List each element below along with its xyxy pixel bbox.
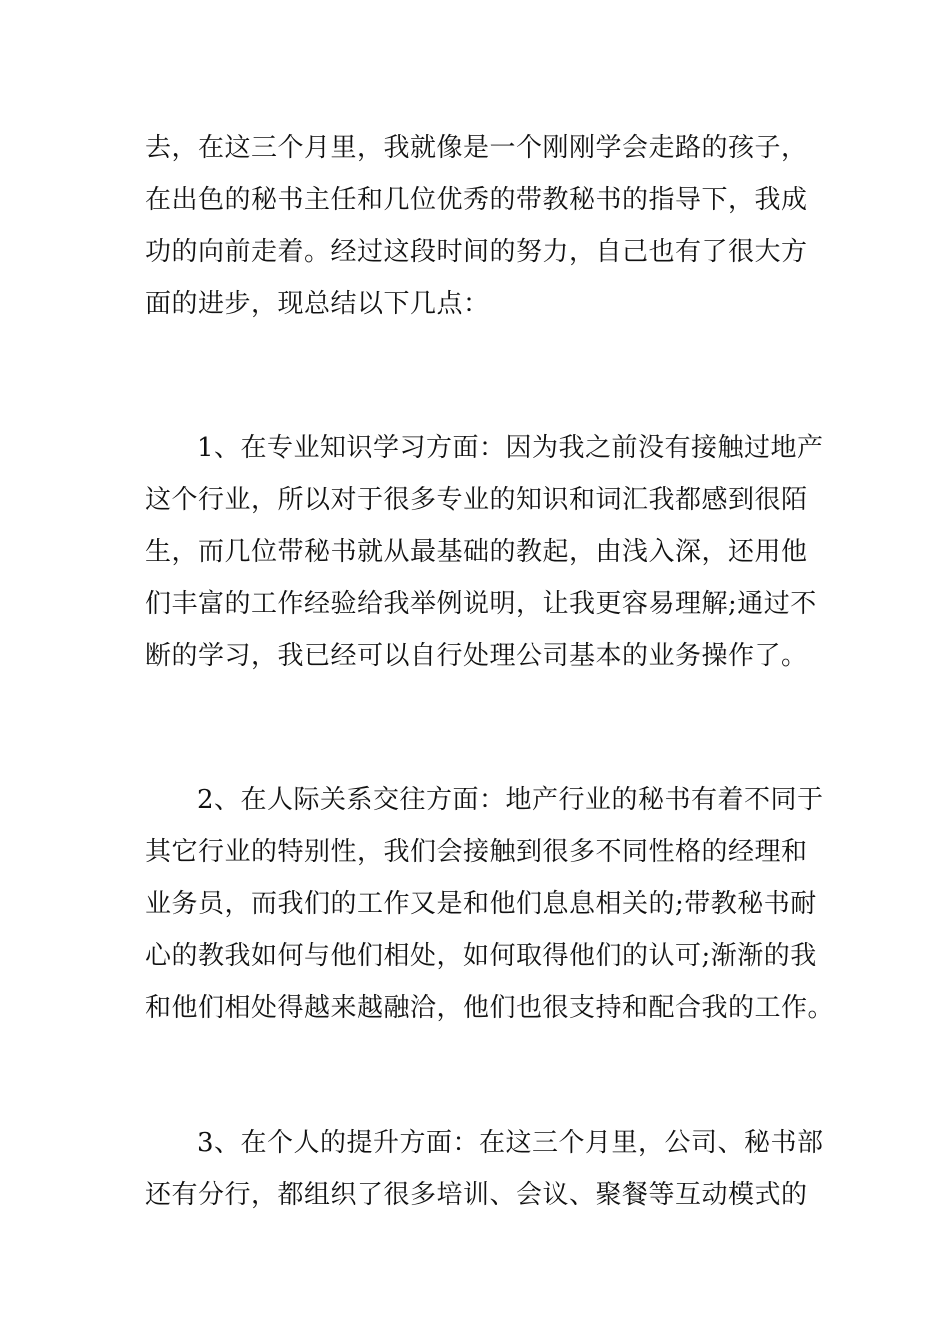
- paragraph-point-1: [145, 422, 824, 682]
- text-line: 和他们相处得越来越融洽，他们也很支持和配合我的工作。: [145, 993, 835, 1023]
- text-line: 业务员，而我们的工作又是和他们息息相关的;带教秘书耐: [145, 889, 817, 919]
- text-line: 其它行业的特别性，我们会接触到很多不同性格的经理和: [145, 837, 808, 867]
- text-line: 生，而几位带秘书就从最基础的教起，由浅入深，还用他: [145, 537, 808, 567]
- text-line: 去，在这三个月里，我就像是一个刚刚学会走路的孩子，: [145, 133, 808, 163]
- text-line: 断的学习，我已经可以自行处理公司基本的业务操作了。: [145, 641, 808, 671]
- text-line: 2、在人际关系交往方面：地产行业的秘书有着不同于: [197, 785, 824, 815]
- text-line: 3、在个人的提升方面：在这三个月里，公司、秘书部: [197, 1128, 824, 1158]
- paragraph-point-2: [145, 774, 835, 1034]
- text-line: 这个行业，所以对于很多专业的知识和词汇我都感到很陌: [145, 485, 808, 515]
- paragraph-intro: [145, 122, 810, 330]
- paragraph-point-3: [145, 1117, 824, 1221]
- text-line: 心的教我如何与他们相处，如何取得他们的认可;渐渐的我: [145, 941, 817, 971]
- text-line: 1、在专业知识学习方面：因为我之前没有接触过地产: [197, 433, 824, 463]
- text-line: 在出色的秘书主任和几位优秀的带教秘书的指导下，我成: [145, 185, 808, 215]
- text-line: 面的进步，现总结以下几点：: [145, 289, 490, 319]
- text-line: 还有分行，都组织了很多培训、会议、聚餐等互动模式的: [145, 1180, 808, 1210]
- text-line: 功的向前走着。经过这段时间的努力，自己也有了很大方: [145, 237, 808, 267]
- text-line: 们丰富的工作经验给我举例说明，让我更容易理解;通过不: [145, 589, 817, 619]
